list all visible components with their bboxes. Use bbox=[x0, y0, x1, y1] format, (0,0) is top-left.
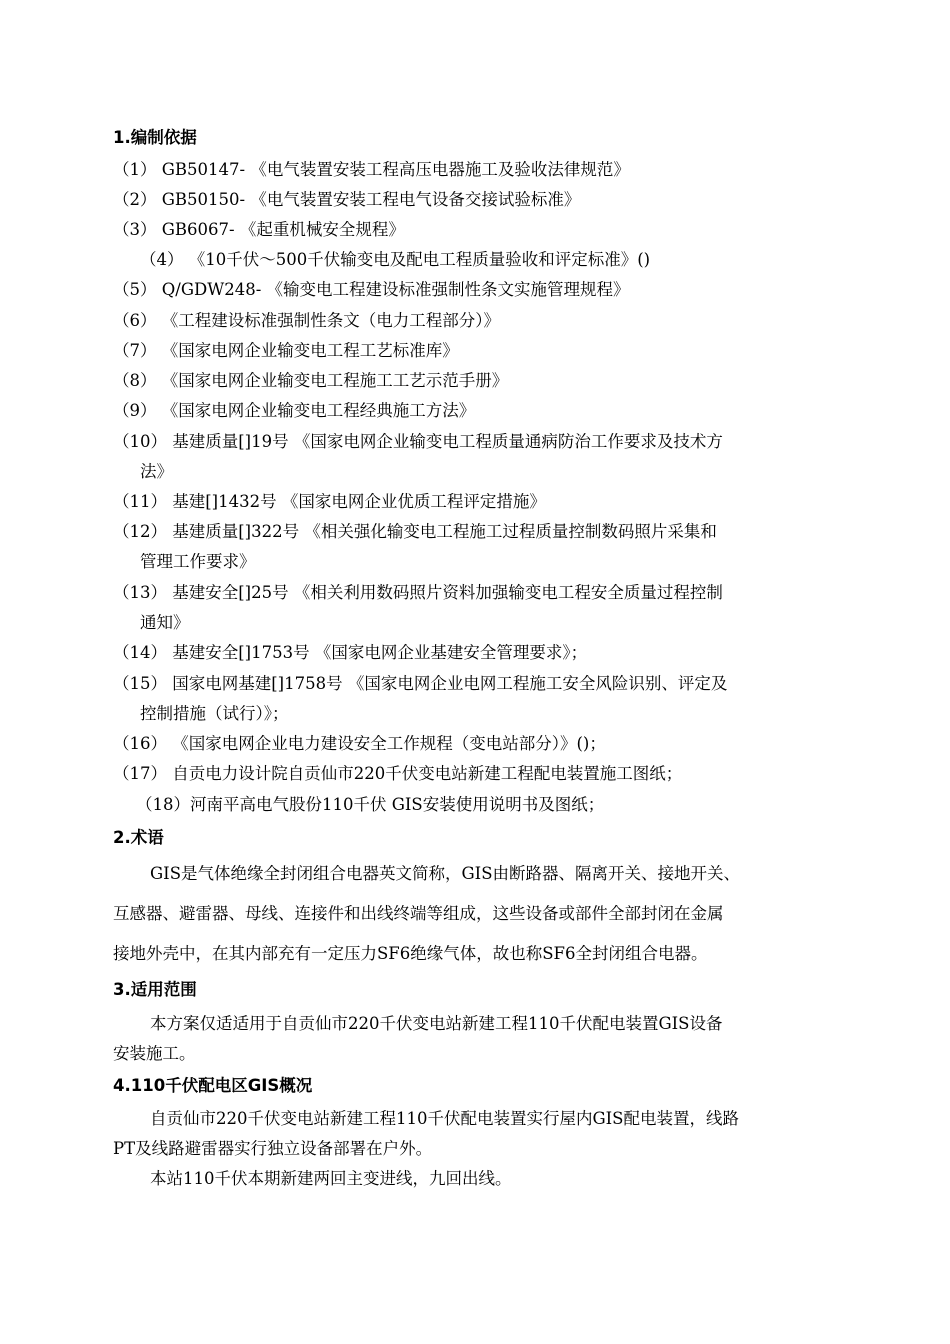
basis-item-14: （14） 基建安全[]1753号 《国家电网企业基建安全管理要求》； bbox=[113, 643, 588, 662]
basis-item-6: （6） 《工程建设标准强制性条文（电力工程部分）》 bbox=[113, 311, 500, 330]
basis-item-11: （11） 基建[]1432号 《国家电网企业优质工程评定措施》 bbox=[113, 492, 546, 511]
basis-item-7: （7） 《国家电网企业输变电工程工艺标准库》 bbox=[113, 341, 459, 360]
section-heading-basis: 1.编制依据 bbox=[113, 128, 197, 147]
scope-paragraph-line-2: 安装施工。 bbox=[113, 1044, 196, 1063]
basis-item-13: （13） 基建安全[]25号 《相关利用数码照片资料加强输变电工程安全质量过程控制 bbox=[113, 583, 723, 602]
section-heading-overview: 4.110千伏配电区GIS概况 bbox=[113, 1076, 313, 1095]
basis-item-13-cont: 通知》 bbox=[140, 613, 190, 632]
terms-paragraph-line-2: 互感器、避雷器、母线、连接件和出线终端等组成，这些设备或部件全部封闭在金属 bbox=[113, 904, 724, 923]
basis-item-9: （9） 《国家电网企业输变电工程经典施工方法》 bbox=[113, 401, 476, 420]
basis-item-8: （8） 《国家电网企业输变电工程施工工艺示范手册》 bbox=[113, 371, 509, 390]
scope-paragraph-line-1: 本方案仅适适用于自贡仙市220千伏变电站新建工程110千伏配电装置GIS设备 bbox=[150, 1014, 723, 1033]
basis-item-4: （4） 《10千伏～500千伏输变电及配电工程质量验收和评定标准》() bbox=[140, 250, 651, 269]
basis-item-10-cont: 法》 bbox=[140, 462, 173, 481]
basis-item-3: （3） GB6067- 《起重机械安全规程》 bbox=[113, 220, 405, 239]
section-heading-terms: 2.术语 bbox=[113, 828, 164, 847]
basis-item-16: （16） 《国家电网企业电力建设安全工作规程（变电站部分）》()； bbox=[113, 734, 606, 753]
overview-paragraph-line-1: 自贡仙市220千伏变电站新建工程110千伏配电装置实行屋内GIS配电装置，线路 bbox=[150, 1109, 739, 1128]
basis-item-1: （1） GB50147- 《电气装置安装工程高压电器施工及验收法律规范》 bbox=[113, 160, 630, 179]
basis-item-15-cont: 控制措施（试行）》； bbox=[140, 704, 289, 723]
basis-item-15: （15） 国家电网基建[]1758号 《国家电网企业电网工程施工安全风险识别、评定及 bbox=[113, 674, 728, 693]
basis-item-12-cont: 管理工作要求》 bbox=[140, 552, 256, 571]
basis-item-17: （17） 自贡电力设计院自贡仙市220千伏变电站新建工程配电装置施工图纸； bbox=[113, 764, 683, 783]
basis-item-5: （5） Q/GDW248- 《输变电工程建设标准强制性条文实施管理规程》 bbox=[113, 280, 630, 299]
basis-item-18: （18）河南平高电气股份110千伏 GIS安装使用说明书及图纸； bbox=[136, 795, 605, 814]
basis-item-12: （12） 基建质量[]322号 《相关强化输变电工程施工过程质量控制数码照片采集和 bbox=[113, 522, 717, 541]
overview-paragraph-line-3: 本站110千伏本期新建两回主变进线，九回出线。 bbox=[150, 1169, 512, 1188]
basis-item-2: （2） GB50150- 《电气装置安装工程电气设备交接试验标准》 bbox=[113, 190, 581, 209]
overview-paragraph-line-2: PT及线路避雷器实行独立设备部署在户外。 bbox=[113, 1139, 433, 1158]
section-heading-scope: 3.适用范围 bbox=[113, 980, 197, 999]
basis-item-10: （10） 基建质量[]19号 《国家电网企业输变电工程质量通病防治工作要求及技术方 bbox=[113, 432, 723, 451]
terms-paragraph-line-1: GIS是气体绝缘全封闭组合电器英文简称，GIS由断路器、隔离开关、接地开关、 bbox=[150, 864, 741, 883]
terms-paragraph-line-3: 接地外壳中，在其内部充有一定压力SF6绝缘气体，故也称SF6全封闭组合电器。 bbox=[113, 944, 708, 963]
